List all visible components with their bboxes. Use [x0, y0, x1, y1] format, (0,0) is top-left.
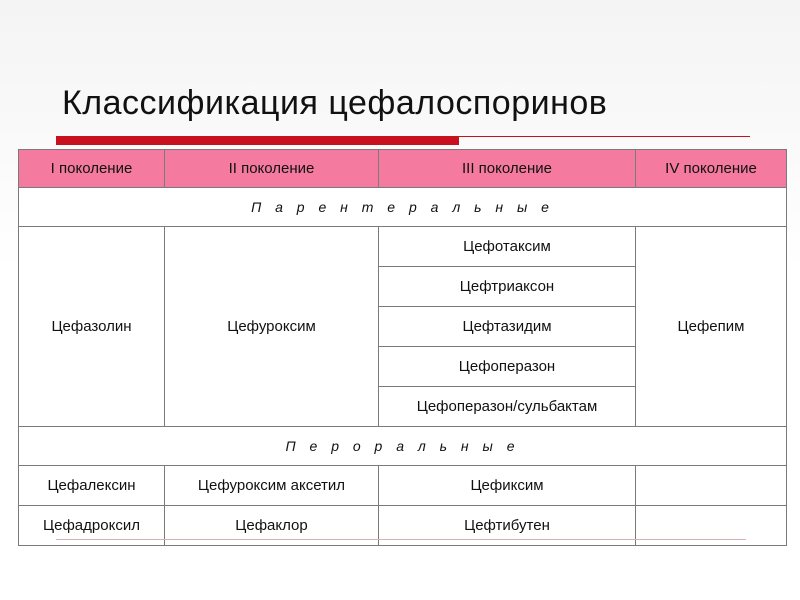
cell-oral-gen1: Цефалексин	[19, 465, 165, 505]
header-gen3: III поколение	[379, 150, 636, 188]
section-label-parenteral: П а р е н т е р а л ь н ы е	[19, 187, 787, 226]
title-underline-line	[456, 136, 750, 137]
section-row-parenteral	[19, 187, 787, 226]
cell-parenteral-gen3: Цефоперазон/сульбактам	[379, 386, 636, 426]
header-gen2: II поколение	[165, 150, 379, 188]
table-row	[19, 226, 787, 266]
cell-parenteral-gen2: Цефуроксим	[165, 226, 379, 426]
cell-parenteral-gen4: Цефепим	[636, 226, 787, 426]
cell-oral-gen2: Цефуроксим аксетил	[165, 465, 379, 505]
cell-parenteral-gen3: Цефтазидим	[379, 306, 636, 346]
page-title: Классификация цефалоспоринов	[62, 84, 608, 122]
cell-parenteral-gen3: Цефтриаксон	[379, 266, 636, 306]
title-underline-bar	[56, 136, 459, 145]
table-row	[19, 465, 787, 505]
header-gen1: I поколение	[19, 150, 165, 188]
section-row-oral	[19, 426, 787, 465]
header-gen4: IV поколение	[636, 150, 787, 188]
cell-parenteral-gen3: Цефотаксим	[379, 226, 636, 266]
section-label-oral: П е р о р а л ь н ы е	[19, 426, 787, 465]
bottom-divider	[56, 539, 746, 540]
cell-parenteral-gen3: Цефоперазон	[379, 346, 636, 386]
cell-oral-gen3: Цефиксим	[379, 465, 636, 505]
table-header-row	[19, 150, 787, 188]
cell-oral-gen1: Цефадроксил	[19, 505, 165, 545]
classification-table	[18, 149, 787, 546]
cell-oral-gen4	[636, 465, 787, 505]
cell-parenteral-gen1: Цефазолин	[19, 226, 165, 426]
cell-oral-gen2: Цефаклор	[165, 505, 379, 545]
cell-oral-gen3: Цефтибутен	[379, 505, 636, 545]
